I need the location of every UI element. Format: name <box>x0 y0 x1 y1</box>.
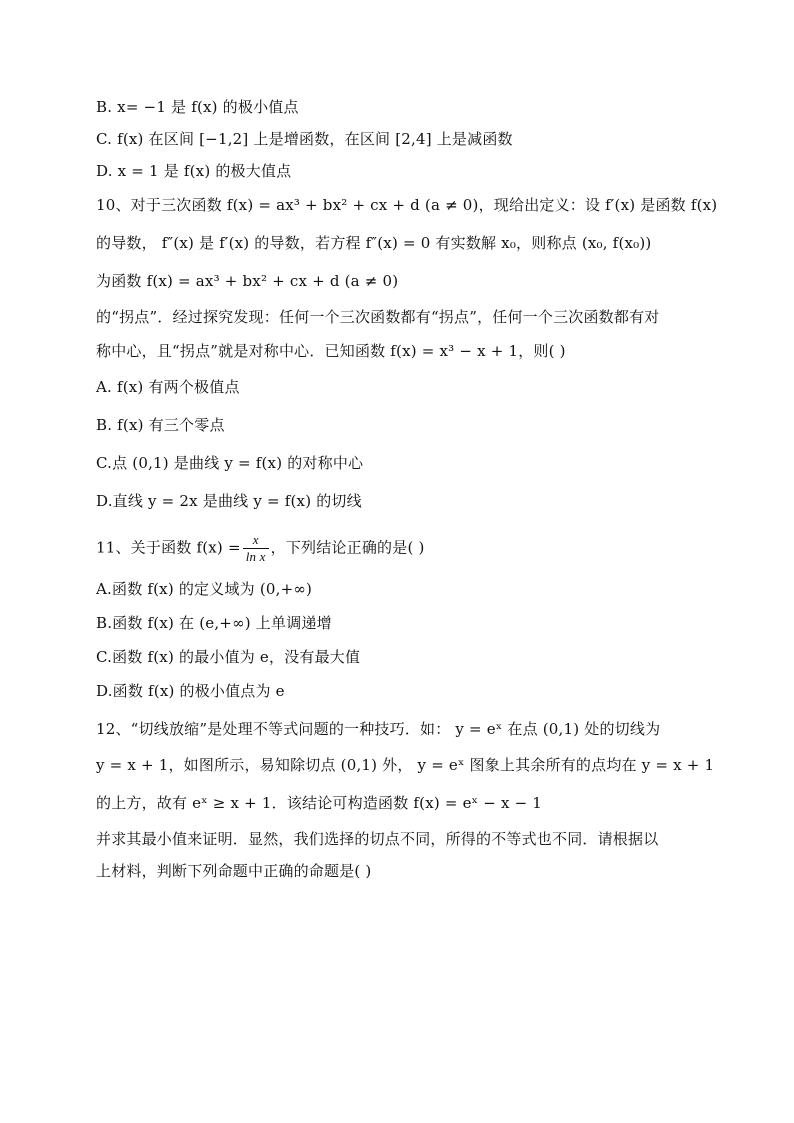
option-b-q10: B. f(x) 有三个零点 <box>96 416 225 434</box>
question-12-line-2: y = x + 1，如图所示，易知除切点 (0,1) 外， y = eˣ 图象上其余所有的点均在 y = x + 1 <box>96 756 715 774</box>
question-11-suffix: ，下列结论正确的是( ) <box>270 538 425 557</box>
option-d-q11: D.函数 f(x) 的极小值点为 e <box>96 682 285 700</box>
option-d-q10: D.直线 y = 2x 是曲线 y = f(x) 的切线 <box>96 492 362 510</box>
question-12-line-4: 并求其最小值来证明．显然，我们选择的切点不同，所得的不等式也不同．请根据以 <box>96 830 659 848</box>
option-c-q9: C. f(x) 在区间 [−1,2] 上是增函数，在区间 [2,4] 上是减函数 <box>96 130 513 148</box>
fraction-denominator: ln x <box>245 549 266 564</box>
fraction-numerator: x <box>243 532 269 549</box>
question-10-line-1: 10、对于三次函数 f(x) = ax³ + bx² + cx + d (a ≠ 0)，现给出定义：设 f′(x) 是函数 f(x) <box>96 196 718 214</box>
question-10-line-5: 称中心，且“拐点”就是对称中心．已知函数 f(x) = x³ − x + 1，则( ) <box>96 342 566 360</box>
option-c-q11: C.函数 f(x) 的最小值为 e，没有最大值 <box>96 648 361 666</box>
option-a-q10: A. f(x) 有两个极值点 <box>96 378 240 396</box>
question-10-line-3: 为函数 f(x) = ax³ + bx² + cx + d (a ≠ 0) <box>96 272 399 290</box>
question-10-line-4: 的“拐点”．经过探究发现：任何一个三次函数都有“拐点”，任何一个三次函数都有对 <box>96 308 660 326</box>
question-12-line-3: 的上方，故有 eˣ ≥ x + 1．该结论可构造函数 f(x) = eˣ − x − 1 <box>96 794 543 812</box>
option-d-q9: D. x = 1 是 f(x) 的极大值点 <box>96 162 292 180</box>
fraction-x-over-lnx <box>243 532 269 565</box>
question-10-line-2: 的导数， f″(x) 是 f′(x) 的导数，若方程 f″(x) = 0 有实数解 x₀，则称点 (x₀, f(x₀)) <box>96 234 652 252</box>
option-b-q11: B.函数 f(x) 在 (e,+∞) 上单调递增 <box>96 614 332 632</box>
question-12-line-1: 12、“切线放缩”是处理不等式问题的一种技巧．如： y = eˣ 在点 (0,1) 处的切线为 <box>96 720 661 738</box>
question-11 <box>96 532 706 565</box>
option-b-q9: B. x= −1 是 f(x) 的极小值点 <box>96 98 299 116</box>
option-a-q11: A.函数 f(x) 的定义域为 (0,+∞) <box>96 580 313 598</box>
question-11-prefix: 11、关于函数 f(x) = <box>96 538 241 557</box>
option-c-q10: C.点 (0,1) 是曲线 y = f(x) 的对称中心 <box>96 454 364 472</box>
question-12-line-5: 上材料，判断下列命题中正确的命题是( ) <box>96 862 372 880</box>
